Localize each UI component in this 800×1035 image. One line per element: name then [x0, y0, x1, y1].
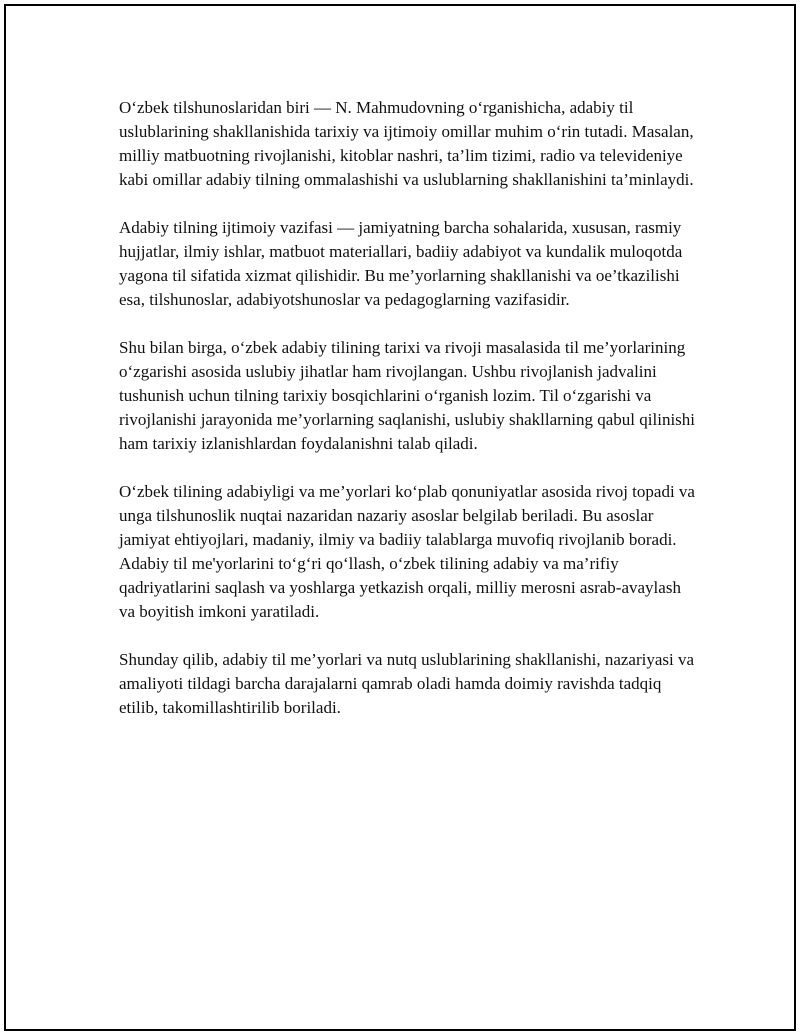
paragraph-1: O‘zbek tilshunoslaridan biri — N. Mahmudovning o‘rganishicha, adabiy til uslublarining shakllanishida tarixiy va ijtimoiy omillar muhim o‘rin tutadi. Masalan, milliy matbuotning rivojlanishi, kitoblar nashri, ta’lim tizimi, radio va televideniye kabi omillar adabiy tilning ommalashishi va uslublarning shakllanishini ta’minlaydi. — [119, 98, 694, 189]
paragraph-5: Shunday qilib, adabiy til me’yorlari va nutq uslublarining shakllanishi, nazariyasi va amaliyoti tildagi barcha darajalarni qamrab oladi hamda doimiy ravishda tadqiq etilib, takomillashtirilib boriladi. — [119, 650, 695, 717]
paragraph-2: Adabiy tilning ijtimoiy vazifasi — jamiyatning barcha sohalarida, xususan, rasmiy hujjatlar, ilmiy ishlar, matbuot materiallari, badiiy adabiyot va kundalik muloqotda yagona til sifatida xizmat qilishidir. Bu me’yorlarning shakllanishi va oe’tkazilishi esa, tilshunoslar, adabiyotshunoslar va pedagoglarning vazifasidir. — [119, 218, 683, 309]
paragraph-3: Shu bilan birga, o‘zbek adabiy tilining tarixi va rivoji masalasida til me’yorlarining o‘zgarishi asosida uslubiy jihatlar ham rivojlangan. Ushbu rivojlanish jadvalini tushunish uchun tilning tarixiy bosqichlarini o‘rganish lozim. Til o‘zgarishi va rivojlanishi jarayonida me’yorlarning saqlanishi, uslubiy shakllarning qabul qilinishi ham tarixiy izlanishlardan foydalanishni talab qiladi. — [119, 338, 696, 453]
document-page — [4, 4, 796, 1031]
paragraph-4: O‘zbek tilining adabiyligi va me’yorlari ko‘plab qonuniyatlar asosida rivoj topadi va unga tilshunoslik nuqtai nazaridan nazariy asoslar belgilab beriladi. Bu asoslar jamiyat ehtiyojlari, madaniy, ilmiy va badiiy talablarga muvofiq rivojlanib boradi. Adabiy til me'yorlarini to‘g‘ri qo‘llash, o‘zbek tilining adabiy va ma’rifiy qadriyatlarini saqlash va yoshlarga yetkazish orqali, milliy merosni asrab-avaylash va boyitish imkoni yaratiladi. — [119, 482, 695, 621]
document-body — [119, 96, 699, 744]
